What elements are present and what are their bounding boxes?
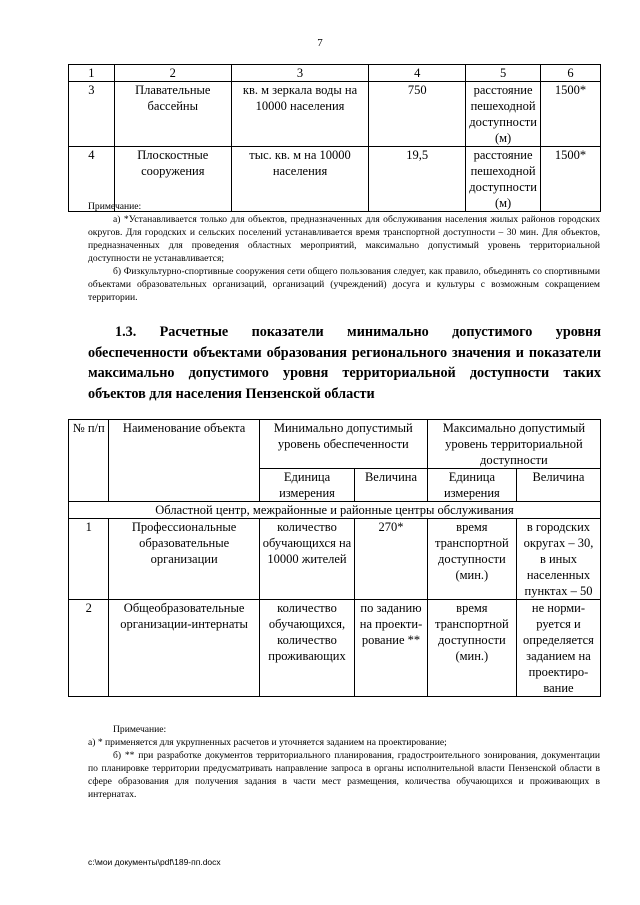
table-header-row: [69, 420, 601, 469]
value-cell: 270*: [355, 519, 428, 600]
unit-cell: количество обучающихся, количество проживающих: [259, 600, 354, 697]
header-cell: 6: [541, 65, 601, 82]
header-name: Наименование объекта: [109, 420, 259, 502]
access-value-cell: не норми-руется и определяется заданием на проектиро-вание: [516, 600, 600, 697]
header-cell: 4: [369, 65, 466, 82]
header-value: Величина: [355, 469, 428, 502]
note-item-a: а) * применяется для укрупненных расчетов и уточняется заданием на проектирование;: [88, 737, 447, 748]
value-cell: 19,5: [369, 147, 466, 212]
row-number: 4: [69, 147, 115, 212]
note-item-b: б) ** при разработке документов территориального планирования, градостроительного зонирования, документации по планировке территории предусматривать направление запроса в органы исполнительной власти Пензенской области в сфере образования для получения задания в части мест размещения, количества обучающихся и проживающих в интернатах.: [88, 750, 600, 800]
value-cell: по заданию на проекти-рование **: [355, 600, 428, 697]
row-number: 2: [69, 600, 109, 697]
note-title: Примечание:: [88, 201, 142, 212]
header-value: Величина: [516, 469, 600, 502]
table-sports-facilities: [68, 64, 601, 212]
header-cell: 5: [466, 65, 541, 82]
access-value-cell: 1500*: [541, 147, 601, 212]
value-cell: 750: [369, 82, 466, 147]
note-item-b: б) Физкультурно-спортивные сооружения сети общего пользования следует, как правило, объединять со спортивными объектами образовательных организаций, организаций (учреждений) досуга и культуры с возможным сокращением территории.: [88, 266, 600, 303]
note-item-a: а) *Устанавливается только для объектов, предназначенных для обслуживания населения жилых районов городских округов. Для городских и сельских поселений устанавливается время транспортной доступности – 30 мин. Для объектов, предназначенных для проведения областных мероприятий, максимально допустимый уровень территориальной доступности не устанавливается;: [88, 214, 600, 264]
facility-name: Плоскостные сооружения: [114, 147, 231, 212]
unit-cell: количество обучающихся на 10000 жителей: [259, 519, 354, 600]
note-education: [88, 723, 600, 801]
header-cell: 1: [69, 65, 115, 82]
facility-name: Профессиональные образовательные организации: [109, 519, 259, 600]
table-education-facilities: [68, 419, 601, 697]
unit-cell: тыс. кв. м на 10000 населения: [231, 147, 369, 212]
facility-name: Общеобразовательные организации-интернаты: [109, 600, 259, 697]
table-header-row: [69, 65, 601, 82]
access-unit-cell: время транспортной доступности (мин.): [427, 600, 516, 697]
header-max-access: Максимально допустимый уровень территориальной доступности: [427, 420, 600, 469]
file-path-footer: c:\мои документы\pdf\189-пп.docx: [88, 857, 221, 867]
facility-name: Плавательные бассейны: [114, 82, 231, 147]
header-num: № п/п: [69, 420, 109, 502]
access-unit-cell: расстояние пешеходной доступности (м): [466, 147, 541, 212]
page-number: 7: [317, 37, 323, 49]
access-value-cell: 1500*: [541, 82, 601, 147]
table-row: [69, 519, 601, 600]
note-title: Примечание:: [113, 724, 167, 735]
row-number: 3: [69, 82, 115, 147]
group-label: Областной центр, межрайонные и районные центры обслуживания: [69, 502, 601, 519]
access-unit-cell: время транспортной доступности (мин.): [427, 519, 516, 600]
section-heading: 1.3. Расчетные показатели минимально допустимого уровня обеспеченности объектами образования регионального значения и показатели максимально допустимого уровня территориальной доступности таких объектов для населения Пензенской области: [88, 324, 601, 402]
header-min-level: Минимально допустимый уровень обеспеченности: [259, 420, 427, 469]
note-sports: [88, 200, 600, 304]
unit-cell: кв. м зеркала воды на 10000 населения: [231, 82, 369, 147]
header-unit: Единица измерения: [259, 469, 354, 502]
table-row: [69, 82, 601, 147]
row-number: 1: [69, 519, 109, 600]
table-row: [69, 600, 601, 697]
table-group-row: [69, 502, 601, 519]
header-unit: Единица измерения: [427, 469, 516, 502]
access-unit-cell: расстояние пешеходной доступности (м): [466, 82, 541, 147]
header-cell: 2: [114, 65, 231, 82]
header-cell: 3: [231, 65, 369, 82]
access-value-cell: в городских округах – 30, в иных населенных пунктах – 50: [516, 519, 600, 600]
